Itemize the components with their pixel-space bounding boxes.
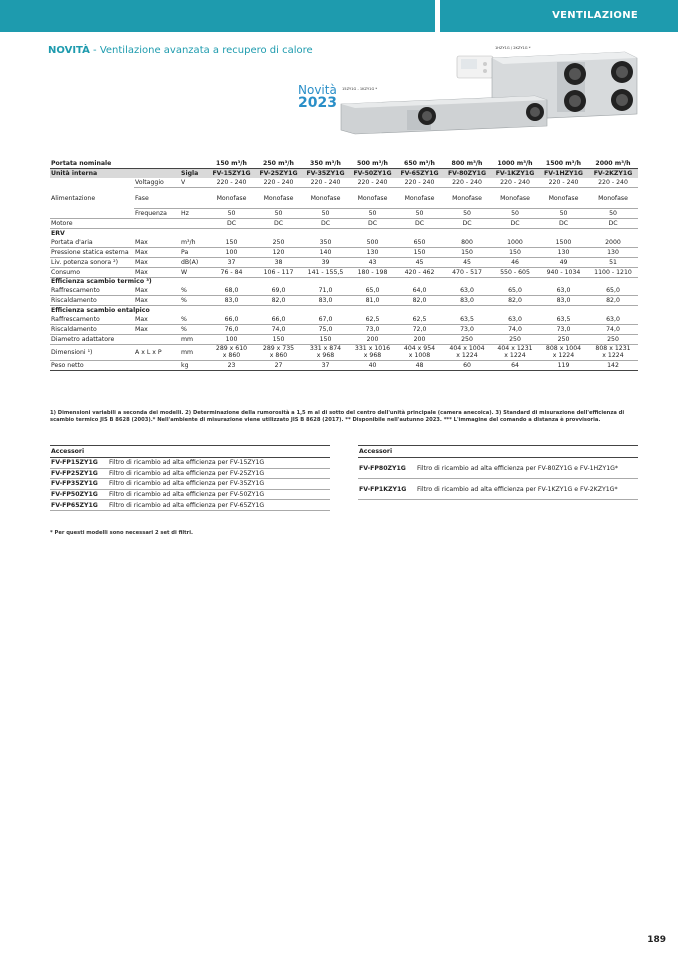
row-value: 220 - 240 — [443, 178, 491, 188]
image-caption-large: 1HZY1G / 2KZY1G * — [495, 46, 531, 50]
accessory-row — [50, 458, 330, 469]
row-value: 82,0 — [396, 296, 443, 306]
row-value: 1100 - 1210 — [588, 267, 638, 277]
dimension-value — [491, 344, 539, 360]
row-value: 250 — [255, 238, 302, 248]
row-value: 81,0 — [349, 296, 396, 306]
row-value: 50 — [302, 209, 349, 219]
row-value: 40 — [349, 360, 396, 370]
thermal-row — [50, 296, 638, 306]
badge-word: Novità — [298, 83, 337, 97]
row-value: 65,0 — [349, 286, 396, 296]
row-value: 220 - 240 — [302, 178, 349, 188]
dimension-line2: x 1224 — [602, 352, 624, 359]
row-label: Consumo — [50, 267, 134, 277]
row-value: 150 — [208, 238, 255, 248]
row-value: 200 — [396, 334, 443, 344]
row-value: 73,0 — [349, 324, 396, 334]
row-unit: % — [180, 286, 208, 296]
row-unit: mm — [180, 334, 208, 344]
accessory-row — [50, 468, 330, 479]
row-sublabel: Max — [134, 247, 180, 257]
row-value: 63,5 — [539, 315, 588, 325]
row-value: 63,0 — [491, 315, 539, 325]
row-value: 50 — [588, 209, 638, 219]
row-value: 119 — [539, 360, 588, 370]
row-value: 60 — [443, 360, 491, 370]
row-label: Riscaldamento — [50, 296, 134, 306]
row-label: Riscaldamento — [50, 324, 134, 334]
power-frequency-row — [50, 209, 638, 219]
section-title: Efficienza scambio entalpico — [51, 306, 150, 314]
row-value: 120 — [255, 247, 302, 257]
accessory-row — [358, 458, 638, 479]
row-value: DC — [349, 219, 396, 229]
row-value: 51 — [588, 257, 638, 267]
motor-row — [50, 219, 638, 229]
row-value: Monofase — [396, 188, 443, 209]
dimension-value — [302, 344, 349, 360]
power-phase-row — [50, 188, 638, 209]
accessory-description: Filtro di ricambio ad alta efficienza per FV-25ZY1G — [108, 468, 330, 479]
row-value: 420 - 462 — [396, 267, 443, 277]
row-value: 23 — [208, 360, 255, 370]
row-label: Liv. potenza sonora ²) — [50, 257, 134, 267]
page-heading — [48, 45, 313, 56]
row-label: Diametro adattatore — [50, 334, 134, 344]
accessories-table-left — [50, 445, 330, 511]
accessories-header — [50, 446, 330, 458]
row-value: 50 — [255, 209, 302, 219]
airflow-value: 350 m³/h — [302, 159, 349, 169]
row-value: DC — [396, 219, 443, 229]
row-value: DC — [539, 219, 588, 229]
airflow-value: 250 m³/h — [255, 159, 302, 169]
row-value: 76 - 84 — [208, 267, 255, 277]
row-value: 73,0 — [539, 324, 588, 334]
row-value: 150 — [443, 247, 491, 257]
row-label: Raffrescamento — [50, 286, 134, 296]
row-value: 200 — [349, 334, 396, 344]
row-label: Dimensioni ¹) — [50, 344, 134, 360]
ventilation-unit-small-image — [341, 96, 547, 134]
thermal-row — [50, 286, 638, 296]
accessory-code: FV-FP15ZY1G — [50, 458, 108, 469]
accessory-description: Filtro di ricambio ad alta efficienza per FV-15ZY1G — [108, 458, 330, 469]
row-value: 83,0 — [539, 296, 588, 306]
row-unit: m³/h — [180, 238, 208, 248]
row-label: Pressione statica esterna — [50, 247, 134, 257]
row-sublabel: Max — [134, 286, 180, 296]
section-title: Efficienza scambio termico ³) — [51, 278, 152, 286]
row-value: 67,0 — [302, 315, 349, 325]
row-value: 250 — [491, 334, 539, 344]
dimension-line1: 331 x 1016 — [354, 345, 391, 352]
row-value: 940 - 1034 — [539, 267, 588, 277]
row-value: 130 — [539, 247, 588, 257]
row-unit: W — [180, 267, 208, 277]
dimension-line1: 404 x 1231 — [497, 345, 533, 352]
row-value: 82,0 — [588, 296, 638, 306]
row-value: 350 — [302, 238, 349, 248]
row-unit: % — [180, 324, 208, 334]
row-sublabel — [134, 334, 180, 344]
accessory-row — [50, 479, 330, 490]
airflow-value: 1000 m³/h — [491, 159, 539, 169]
weight-row — [50, 360, 638, 370]
enthalpy-row — [50, 324, 638, 334]
row-unit — [180, 188, 208, 209]
row-value: 72,0 — [396, 324, 443, 334]
airflow-header-row — [50, 159, 638, 169]
dimension-value — [539, 344, 588, 360]
row-value: 470 - 517 — [443, 267, 491, 277]
accessories-header — [358, 446, 638, 458]
row-value: 37 — [208, 257, 255, 267]
dimension-value — [396, 344, 443, 360]
row-value: 68,0 — [208, 286, 255, 296]
row-value: 43 — [349, 257, 396, 267]
row-value: 74,0 — [588, 324, 638, 334]
page-number: 189 — [647, 935, 666, 945]
row-value: 64 — [491, 360, 539, 370]
row-value: 74,0 — [255, 324, 302, 334]
accessories-title: Accessori — [358, 446, 638, 458]
header-bar-right — [440, 0, 678, 32]
row-value: 83,0 — [208, 296, 255, 306]
accessories-table-right — [358, 445, 638, 500]
row-value: DC — [208, 219, 255, 229]
row-value: 500 — [349, 238, 396, 248]
airflow-value: 800 m³/h — [443, 159, 491, 169]
row-value: 220 - 240 — [491, 178, 539, 188]
row-value: 150 — [491, 247, 539, 257]
accessory-code: FV-FP1KZY1G — [358, 479, 416, 500]
header-bar-left — [0, 0, 435, 32]
row-value: 50 — [208, 209, 255, 219]
model-code: FV-35ZY1G — [302, 169, 349, 179]
row-sublabel: A x L x P — [134, 344, 180, 360]
row-value: 63,0 — [588, 315, 638, 325]
model-code: FV-50ZY1G — [349, 169, 396, 179]
accessory-description: Filtro di ricambio ad alta efficienza per FV-50ZY1G — [108, 489, 330, 500]
model-code: FV-1HZY1G — [539, 169, 588, 179]
model-code: FV-65ZY1G — [396, 169, 443, 179]
dimension-value — [255, 344, 302, 360]
row-value: 64,0 — [396, 286, 443, 296]
row-value: 62,5 — [349, 315, 396, 325]
row-value: Monofase — [491, 188, 539, 209]
row-sublabel: Voltaggio — [134, 178, 180, 188]
dimension-line1: 808 x 1004 — [545, 345, 582, 352]
model-code: FV-1KZY1G — [491, 169, 539, 179]
section-title: VENTILAZIONE — [552, 10, 638, 21]
dimensions-row — [50, 344, 638, 360]
row-value: 74,0 — [491, 324, 539, 334]
row-value: 50 — [491, 209, 539, 219]
row-value: 66,0 — [208, 315, 255, 325]
row-label: Motore — [50, 219, 208, 229]
row-value: 50 — [539, 209, 588, 219]
dimension-line2: x 1008 — [408, 352, 431, 359]
dimension-value — [208, 344, 255, 360]
erv-row — [50, 257, 638, 267]
row-value: 82,0 — [491, 296, 539, 306]
airflow-label: Portata nominale — [50, 159, 208, 169]
row-value: 45 — [396, 257, 443, 267]
airflow-value: 1500 m³/h — [539, 159, 588, 169]
row-value: 37 — [302, 360, 349, 370]
dimension-value — [588, 344, 638, 360]
badge-year: 2023 — [298, 95, 337, 111]
row-value: 27 — [255, 360, 302, 370]
airflow-value: 2000 m³/h — [588, 159, 638, 169]
airflow-value: 150 m³/h — [208, 159, 255, 169]
row-value: 71,0 — [302, 286, 349, 296]
row-value: 65,0 — [491, 286, 539, 296]
accessory-description: Filtro di ricambio ad alta efficienza per FV-35ZY1G — [108, 479, 330, 490]
row-value: 220 - 240 — [588, 178, 638, 188]
power-supply-label: Alimentazione — [50, 178, 134, 219]
accessories-title: Accessori — [50, 446, 330, 458]
accessory-code: FV-FP80ZY1G — [358, 458, 416, 479]
row-value: DC — [255, 219, 302, 229]
row-value: 63,0 — [443, 286, 491, 296]
row-value: 73,0 — [443, 324, 491, 334]
row-unit: Pa — [180, 247, 208, 257]
row-value: DC — [491, 219, 539, 229]
model-code: FV-15ZY1G — [208, 169, 255, 179]
enthalpy-section-row — [50, 306, 638, 315]
row-unit: Hz — [180, 209, 208, 219]
row-value: 50 — [396, 209, 443, 219]
row-value: 38 — [255, 257, 302, 267]
row-unit: % — [180, 296, 208, 306]
row-value: 180 - 198 — [349, 267, 396, 277]
dimension-line1: 331 x 874 — [309, 345, 342, 352]
row-unit: dB(A) — [180, 257, 208, 267]
row-value: 150 — [255, 334, 302, 344]
row-value: 45 — [443, 257, 491, 267]
product-images — [295, 44, 640, 146]
row-value: 130 — [588, 247, 638, 257]
accessory-description: Filtro di ricambio ad alta efficienza per FV-1KZY1G e FV-2KZY1G* — [416, 479, 638, 500]
section-title: ERV — [51, 229, 65, 237]
row-value: DC — [302, 219, 349, 229]
row-value: 250 — [588, 334, 638, 344]
dimension-value — [349, 344, 396, 360]
accessory-code: FV-FP50ZY1G — [50, 489, 108, 500]
row-sublabel: Max — [134, 315, 180, 325]
dimension-line1: 404 x 1004 — [449, 345, 485, 352]
row-value: Monofase — [588, 188, 638, 209]
row-value: Monofase — [208, 188, 255, 209]
row-value: 220 - 240 — [255, 178, 302, 188]
dimension-line2: x 860 — [269, 352, 288, 359]
accessory-code: FV-FP25ZY1G — [50, 468, 108, 479]
row-value: 49 — [539, 257, 588, 267]
row-value: 63,0 — [539, 286, 588, 296]
row-value: 66,0 — [255, 315, 302, 325]
row-value: 250 — [443, 334, 491, 344]
enthalpy-row — [50, 315, 638, 325]
accessory-row — [358, 479, 638, 500]
dimension-line1: 289 x 735 — [262, 345, 295, 352]
row-sublabel: Frequenza — [134, 209, 180, 219]
row-value: 220 - 240 — [349, 178, 396, 188]
row-value: 550 - 605 — [491, 267, 539, 277]
dimension-line1: 289 x 610 — [215, 345, 248, 352]
accessory-description: Filtro di ricambio ad alta efficienza per FV-80ZY1G e FV-1HZY1G* — [416, 458, 638, 479]
row-value: 250 — [539, 334, 588, 344]
power-voltage-row — [50, 178, 638, 188]
row-value: 100 — [208, 247, 255, 257]
row-value: 2000 — [588, 238, 638, 248]
row-value: Monofase — [539, 188, 588, 209]
row-label: Peso netto — [50, 360, 134, 370]
model-code: FV-80ZY1G — [443, 169, 491, 179]
row-value: 82,0 — [255, 296, 302, 306]
enthalpy-row — [50, 334, 638, 344]
model-header-row — [50, 169, 638, 179]
row-value: 62,5 — [396, 315, 443, 325]
row-value: 76,0 — [208, 324, 255, 334]
row-label: Portata d'aria — [50, 238, 134, 248]
row-value: Monofase — [349, 188, 396, 209]
footnote: * Per questi modelli sono necessari 2 set di filtri. — [50, 530, 193, 536]
table-notes: 1) Dimensioni variabili a seconda dei modelli. 2) Determinazione della rumorosità a 1,5 m al di sotto del centro dell'unità principale (camera anecoica). 3) Standard di misurazione dell'efficienza di scambio termico JIS B 8628 (2003).* Nell'ambiente di misurazione viene utilizzato JIS B 8628 (2017). ** Disponibile nell'autunno 2023. *** L'immagine del comando a distanza è provvisoria. — [50, 410, 625, 423]
dimension-line2: x 968 — [316, 352, 335, 359]
row-sublabel: Max — [134, 296, 180, 306]
sigla-label: Sigla — [180, 169, 208, 179]
airflow-value: 500 m³/h — [349, 159, 396, 169]
dimension-line2: x 968 — [363, 352, 382, 359]
accessory-code: FV-FP35ZY1G — [50, 479, 108, 490]
row-unit: mm — [180, 344, 208, 360]
row-value: 130 — [349, 247, 396, 257]
dimension-line2: x 1224 — [504, 352, 526, 359]
row-sublabel: Max — [134, 238, 180, 248]
dimension-line2: x 1224 — [552, 352, 575, 359]
heading-text: - Ventilazione avanzata a recupero di calore — [89, 45, 313, 56]
row-sublabel: Max — [134, 324, 180, 334]
row-value: 100 — [208, 334, 255, 344]
row-value: 140 — [302, 247, 349, 257]
image-caption-small: 15ZY1G - 1KZY1G * — [342, 87, 378, 91]
row-value: 46 — [491, 257, 539, 267]
dimension-line1: 404 x 954 — [403, 345, 436, 352]
row-value: 48 — [396, 360, 443, 370]
dimension-line2: x 860 — [222, 352, 241, 359]
row-value: 220 - 240 — [396, 178, 443, 188]
erv-row — [50, 238, 638, 248]
row-sublabel: Max — [134, 257, 180, 267]
unit-label: Unità interna — [50, 169, 180, 179]
row-value: 220 - 240 — [539, 178, 588, 188]
dimension-value — [443, 344, 491, 360]
row-sublabel — [134, 360, 180, 370]
row-value: Monofase — [255, 188, 302, 209]
remote-controller-image — [457, 56, 493, 78]
row-sublabel: Max — [134, 267, 180, 277]
erv-row — [50, 247, 638, 257]
accessory-row — [50, 489, 330, 500]
model-code: FV-2KZY1G — [588, 169, 638, 179]
accessory-code: FV-FP65ZY1G — [50, 500, 108, 511]
dimension-line2: x 1224 — [456, 352, 478, 359]
row-value: 800 — [443, 238, 491, 248]
row-value: 1500 — [539, 238, 588, 248]
row-value: 50 — [349, 209, 396, 219]
row-sublabel: Fase — [134, 188, 180, 209]
row-unit: V — [180, 178, 208, 188]
heading-new: NOVITÀ — [48, 45, 90, 56]
thermal-section-row — [50, 277, 638, 286]
row-unit: kg — [180, 360, 208, 370]
row-value: Monofase — [443, 188, 491, 209]
row-value: 65,0 — [588, 286, 638, 296]
row-value: 63,5 — [443, 315, 491, 325]
row-value: 39 — [302, 257, 349, 267]
row-value: DC — [443, 219, 491, 229]
row-value: 1000 — [491, 238, 539, 248]
erv-section-row — [50, 229, 638, 238]
row-value: 142 — [588, 360, 638, 370]
row-value: 83,0 — [302, 296, 349, 306]
row-value: 69,0 — [255, 286, 302, 296]
accessory-description: Filtro di ricambio ad alta efficienza per FV-65ZY1G — [108, 500, 330, 511]
model-code: FV-25ZY1G — [255, 169, 302, 179]
row-value: 75,0 — [302, 324, 349, 334]
row-value: Monofase — [302, 188, 349, 209]
airflow-value: 650 m³/h — [396, 159, 443, 169]
dimension-line1: 808 x 1231 — [595, 345, 631, 352]
accessory-row — [50, 500, 330, 511]
row-label: Raffrescamento — [50, 315, 134, 325]
row-value: 106 - 117 — [255, 267, 302, 277]
row-value: 141 - 155,5 — [302, 267, 349, 277]
row-value: DC — [588, 219, 638, 229]
row-value: 650 — [396, 238, 443, 248]
erv-row — [50, 267, 638, 277]
row-value: 83,0 — [443, 296, 491, 306]
row-unit: % — [180, 315, 208, 325]
spec-table — [50, 159, 638, 371]
row-value: 150 — [302, 334, 349, 344]
row-value: 220 - 240 — [208, 178, 255, 188]
row-value: 50 — [443, 209, 491, 219]
row-value: 150 — [396, 247, 443, 257]
